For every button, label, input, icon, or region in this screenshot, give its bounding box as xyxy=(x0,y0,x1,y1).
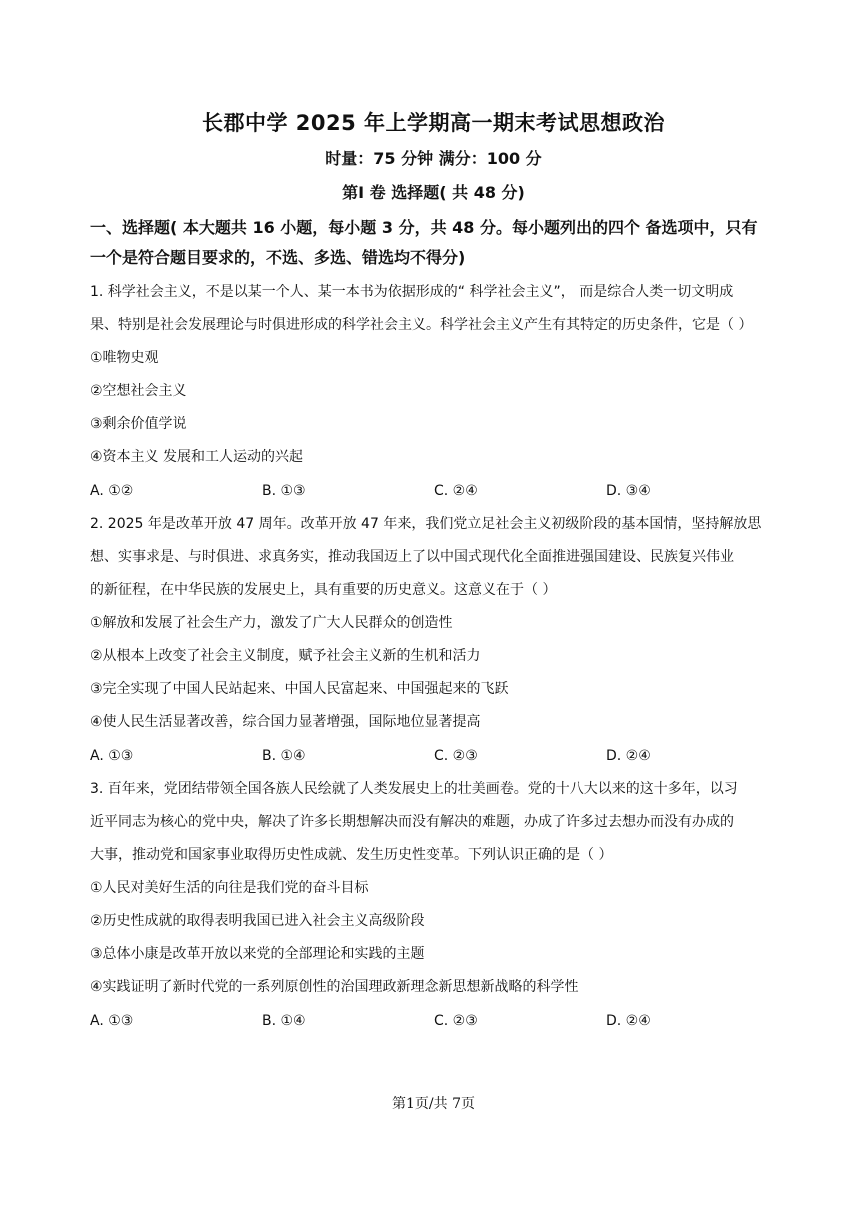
statement-item: ①人民对美好生活的向往是我们党的奋斗目标 xyxy=(90,880,369,896)
choice-a[interactable]: A. ①③ xyxy=(90,1013,134,1029)
exam-meta: 时量：75 分钟 满分：100 分 xyxy=(325,149,542,168)
section-heading-line: 一、选择题( 本大题共 16 小题，每小题 3 分，共 48 分。每小题列出的四个 备选项中，只有 xyxy=(90,218,758,237)
statement-item: ③总体小康是改革开放以来党的全部理论和实践的主题 xyxy=(90,946,425,962)
question-stem-line: 3. 百年来，党团结带领全国各族人民绘就了人类发展史上的壮美画卷。党的十八大以来的这十多年，以习 xyxy=(90,781,738,797)
page-number: 第1页/共 7页 xyxy=(392,1096,475,1112)
question-3 xyxy=(90,773,790,1038)
question-stem-line: 1. 科学社会主义，不是以某一个人、某一本书为依据形成的“ 科学社会主义”， 而是综合人类一切文明成 xyxy=(90,284,734,300)
choice-b[interactable]: B. ①④ xyxy=(262,748,306,764)
statement-item: ④资本主义 发展和工人运动的兴起 xyxy=(90,449,304,465)
exam-title: 长郡中学 2025 年上学期高一期末考试思想政治 xyxy=(201,111,666,135)
statement-item: ④使人民生活显著改善，综合国力显著增强，国际地位显著提高 xyxy=(90,714,481,730)
choice-a[interactable]: A. ①② xyxy=(90,483,134,499)
choice-c[interactable]: C. ②③ xyxy=(434,748,478,764)
statement-item: ①解放和发展了社会生产力，激发了广大人民群众的创造性 xyxy=(90,615,453,631)
choice-c[interactable]: C. ②④ xyxy=(434,483,478,499)
choice-d[interactable]: D. ②④ xyxy=(606,1013,651,1029)
section-heading xyxy=(90,213,790,273)
question-2 xyxy=(90,508,790,773)
answer-choices xyxy=(90,474,790,508)
statement-item: ②空想社会主义 xyxy=(90,383,187,399)
choice-a[interactable]: A. ①③ xyxy=(90,748,134,764)
question-list xyxy=(90,276,790,1038)
statement-item: ③剩余价值学说 xyxy=(90,416,187,432)
answer-choices xyxy=(90,739,790,773)
statement-item: ②从根本上改变了社会主义制度，赋予社会主义新的生机和活力 xyxy=(90,648,481,664)
question-1 xyxy=(90,276,790,508)
question-stem-line: 2. 2025 年是改革开放 47 周年。改革开放 47 年来，我们党立足社会主义初级阶段的基本国情，坚持解放思 xyxy=(90,516,762,532)
statement-item: ②历史性成就的取得表明我国已进入社会主义高级阶段 xyxy=(90,913,425,929)
question-stem-line: 近平同志为核心的党中央，解决了许多长期想解决而没有解决的难题，办成了许多过去想办而没有办成的 xyxy=(90,814,734,830)
choice-d[interactable]: D. ②④ xyxy=(606,748,651,764)
choice-b[interactable]: B. ①④ xyxy=(262,1013,306,1029)
question-stem-line: 果、特别是社会发展理论与时俱进形成的科学社会主义。科学社会主义产生有其特定的历史条件，它是（ ） xyxy=(90,317,753,333)
statement-item: ③完全实现了中国人民站起来、中国人民富起来、中国强起来的飞跃 xyxy=(90,681,509,697)
question-stem-line: 想、实事求是、与时俱进、求真务实，推动我国迈上了以中国式现代化全面推进强国建设、民族复兴伟业 xyxy=(90,549,734,565)
choice-b[interactable]: B. ①③ xyxy=(262,483,306,499)
choice-d[interactable]: D. ③④ xyxy=(606,483,651,499)
statement-item: ①唯物史观 xyxy=(90,350,159,366)
question-stem-line: 的新征程，在中华民族的发展史上，具有重要的历史意义。这意义在于（ ） xyxy=(90,582,557,598)
choice-c[interactable]: C. ②③ xyxy=(434,1013,478,1029)
statement-item: ④实践证明了新时代党的一系列原创性的治国理政新理念新思想新战略的科学性 xyxy=(90,979,579,995)
volume-heading: 第Ⅰ 卷 选择题( 共 48 分) xyxy=(342,183,525,202)
section-heading-line: 一个是符合题目要求的，不选、多选、错选均不得分) xyxy=(90,248,466,267)
answer-choices xyxy=(90,1004,790,1038)
question-stem-line: 大事，推动党和国家事业取得历史性成就、发生历史性变革。下列认识正确的是（ ） xyxy=(90,847,613,863)
